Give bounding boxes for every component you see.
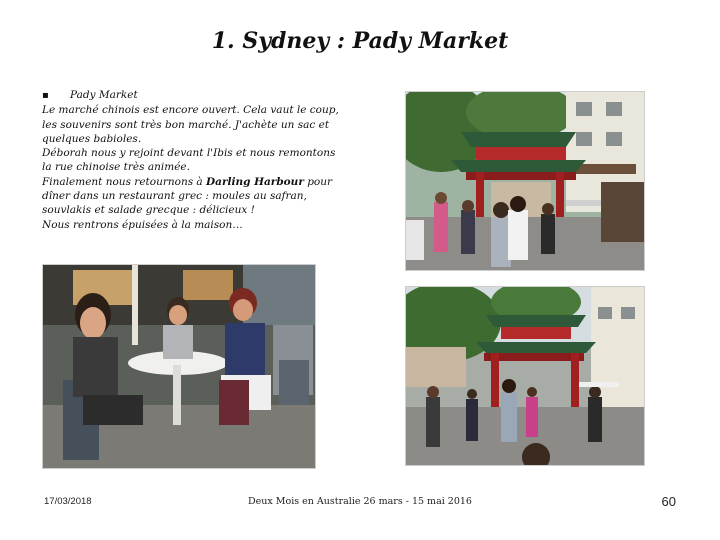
text-line: Déborah nous y rejoint devant l'Ibis et nous remontons [42,147,336,160]
text-line: quelques babioles. [42,132,142,145]
text-line: les souvenirs sont très bon marché. J'achète un sac et [42,118,330,131]
slide-title: 1. Sydney : Pady Market [211,28,509,54]
darling-harbour-bold: Darling Harbour [206,175,304,188]
bullet-icon: ▪ [42,90,49,101]
text-line-final [42,175,362,189]
text-line: la rue chinoise très animée. [42,161,190,174]
body-text [42,88,362,232]
photo-restaurant [42,264,316,469]
photo-image [406,287,644,465]
photo-image [406,92,644,270]
footer-date: 17/03/2018 [44,496,92,507]
bullet-heading: Pady Market [70,89,138,101]
footer-caption: Deux Mois en Australie 26 mars - 15 mai 2016 [248,496,472,507]
bullet-line [42,88,362,103]
final-before: Finalement nous retournons à [42,175,207,188]
page-number: 60 [661,494,676,509]
final-after: pour [303,175,333,188]
photo-chinatown-gate-top [405,91,645,271]
text-line: souvlakis et salade grecque : délicieux ! [42,204,255,217]
text-line: Le marché chinois est encore ouvert. Cela vaut le coup, [42,104,339,117]
text-line: dîner dans un restaurant grec : moules au safran, [42,190,307,203]
text-line: Nous rentrons épuisées à la maison… [42,218,243,231]
photo-image [43,265,315,468]
photo-chinatown-street [405,286,645,466]
